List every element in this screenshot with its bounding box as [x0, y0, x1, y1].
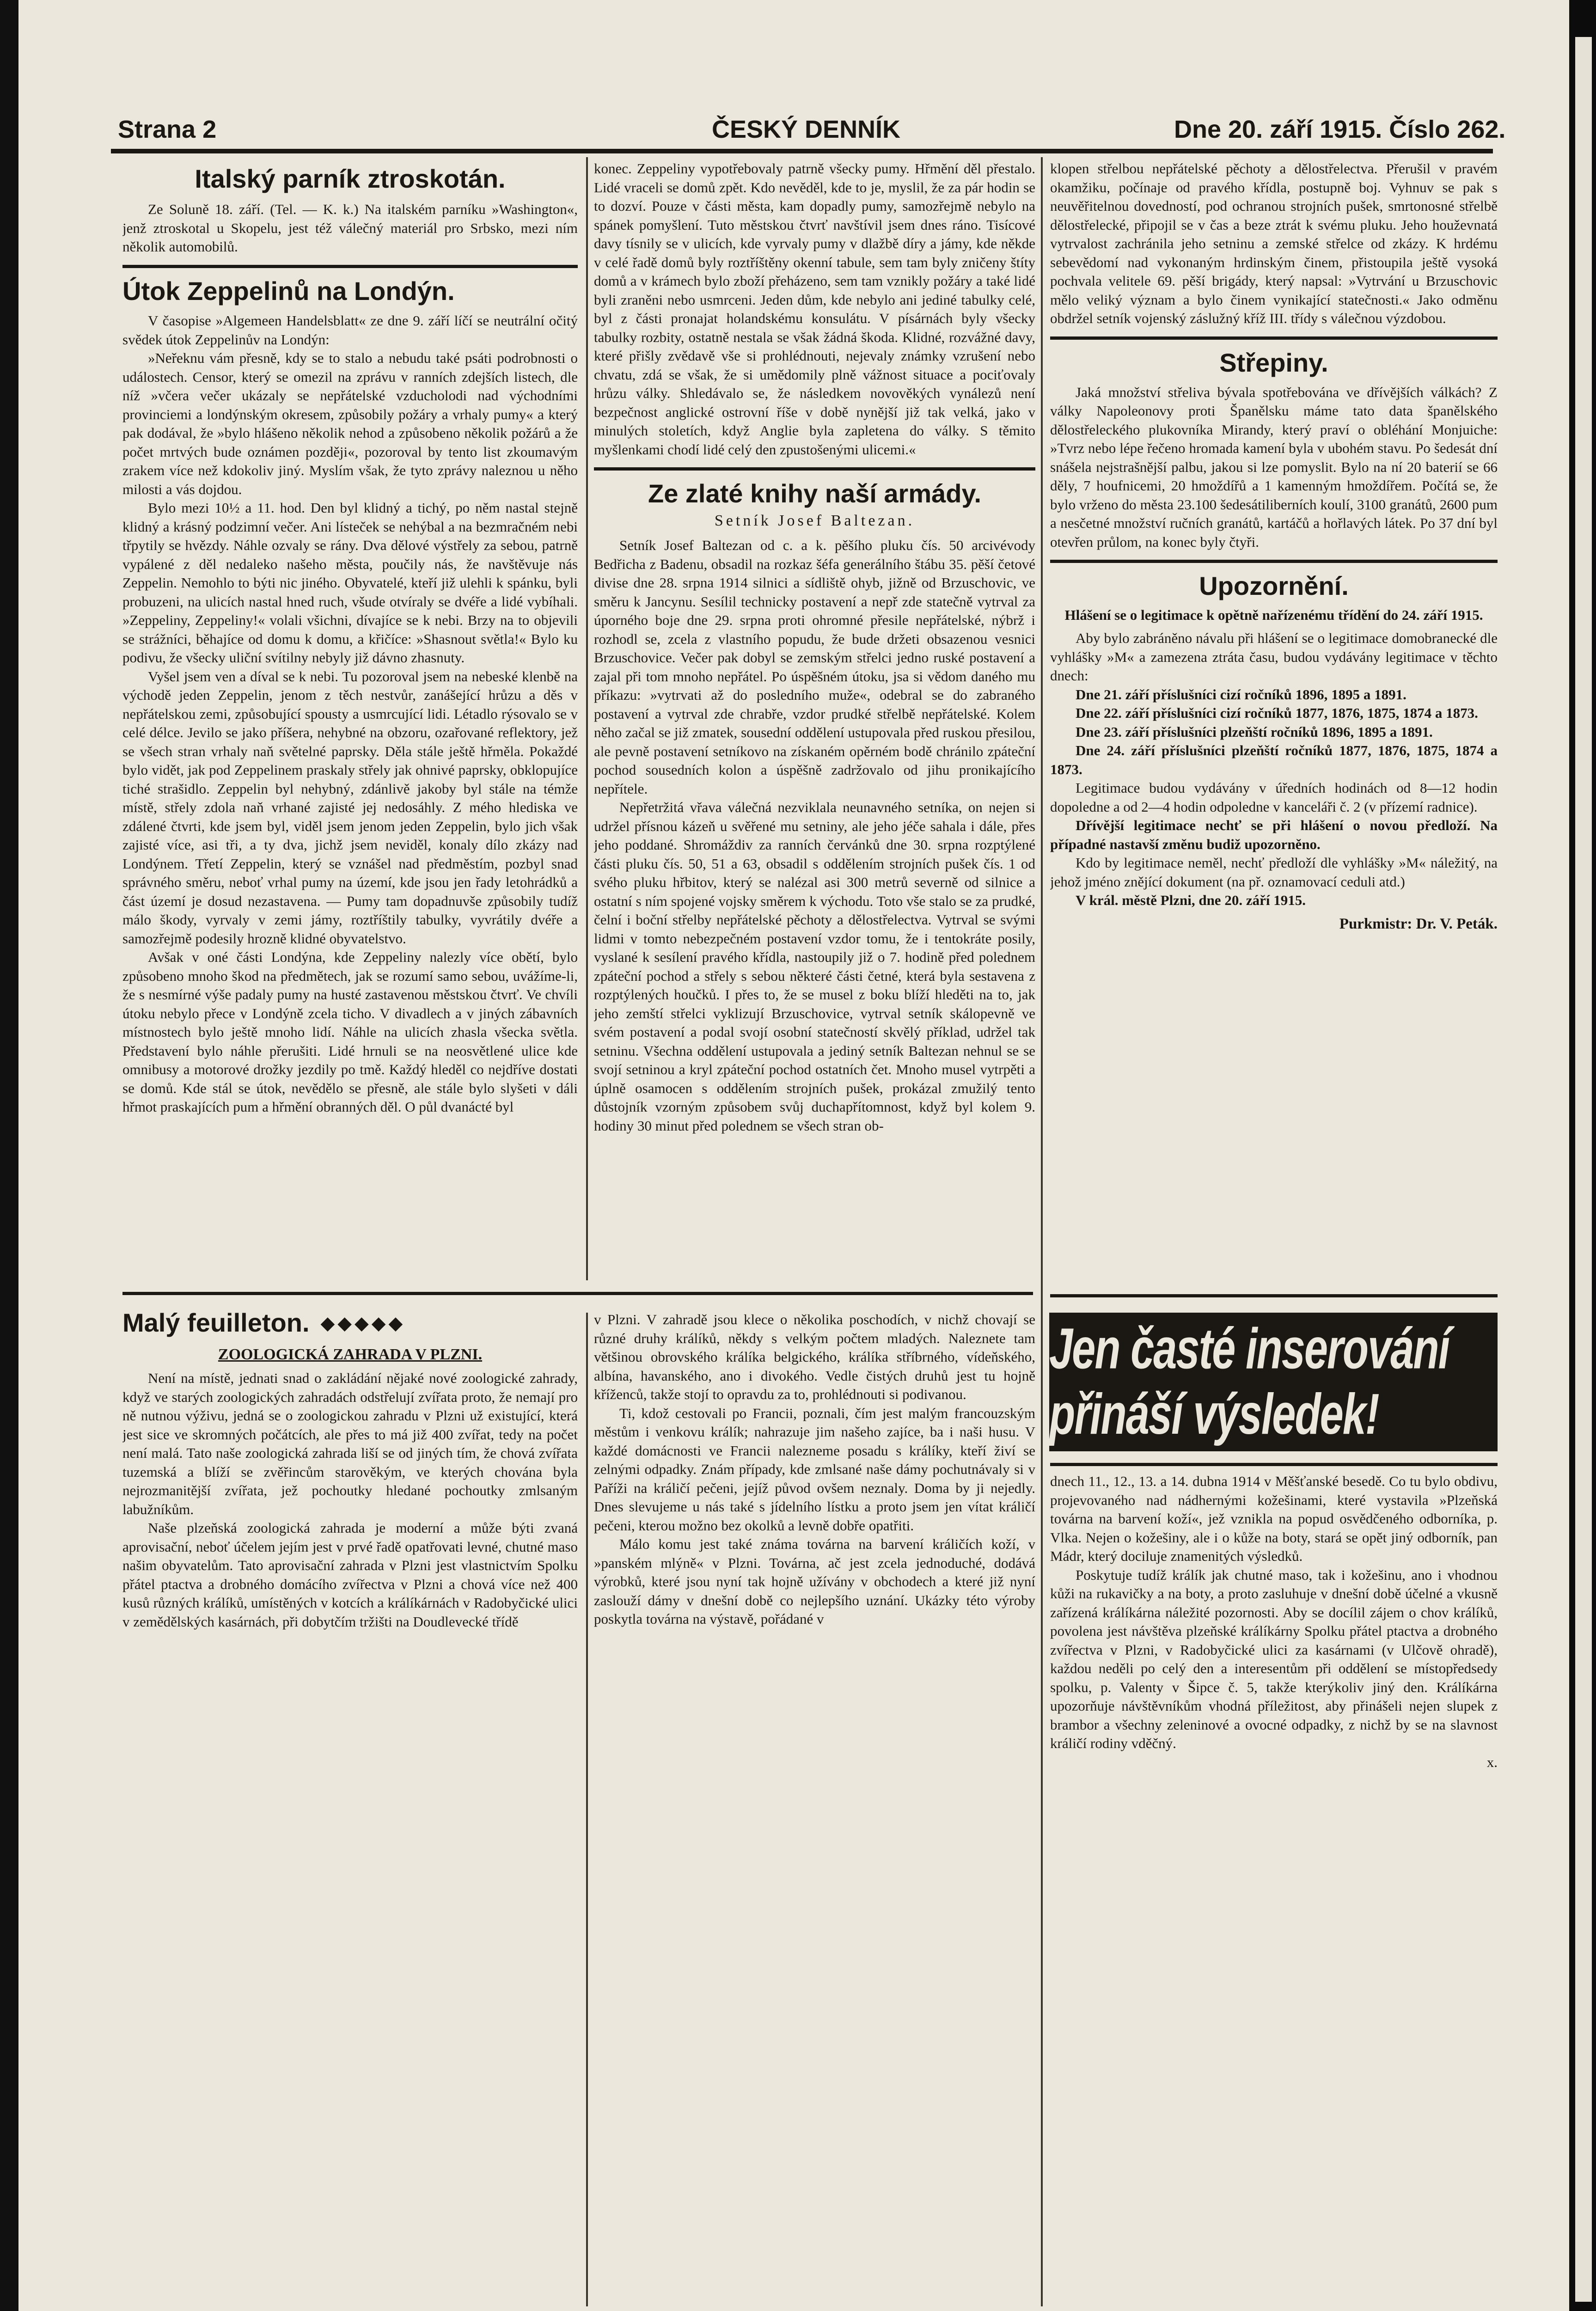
notice-hours: Legitimace budou vydávány v úředních hodinách od 8—12 hodin dopoledne a od 2—4 hodin odpoledne v kanceláři č. 2 (v přízemí radnice). — [1050, 780, 1498, 815]
feuilleton-headline: Malý feuilleton. — [122, 1308, 310, 1337]
notice-day: Dne 21. září příslušníci cizí ročníků 1896, 1895 a 1891. — [1076, 686, 1406, 703]
decorative-ornament: ◆◆◆◆◆ — [320, 1312, 406, 1333]
notice-day: Dne 23. září příslušníci plzeňští ročníků 1896, 1895 a 1891. — [1076, 723, 1433, 740]
strepiny-headline: Střepiny. — [1219, 348, 1328, 377]
ad-rule-bottom — [1050, 1463, 1498, 1466]
zeppelin-paragraph: Bylo mezi 10½ a 11. hod. Den byl klidný a tichý, po něm nastal stejně klidný a krásný podzimní večer. Ani lísteček se nehýbal a na bezmračném nebi třpytily se hvězdy. Náhle ozvaly se rány. Dva dělové výstřely za sebou, patrně vypálené z děl nedaleko našeho města, poučily nás, že navštěvuje nás Zeppelin. Nemohlo to býti nic jiného. Obyvatelé, kteří již ulehli k spánku, byli probuzeni, na ulicích nastal hned ruch, všude otvíraly se dvéře a lidé vybíhali. »Zeppeliny, Zeppeliny!« volali všichni, dívajíce se k nebi. Brzy na to objevili se strážníci, běhajíce od domu k domu, a křičíce: »Shasnout světla!« Bylo ku podivu, že všecky uliční svítilny nebyly již dávno zhasnuty. — [122, 500, 578, 666]
zeppelin-headline: Útok Zeppelinů na Londýn. — [122, 276, 455, 306]
ad-rule-top — [1050, 1294, 1498, 1297]
advertisement-box — [1049, 1313, 1498, 1451]
zeppelin-paragraph: Vyšel jsem ven a díval se k nebi. Tu pozoroval jsem na nebeské klenbě na východě jeden Zeppelin, jenom z těch nestvůr, zanášející hrůzu a děs v nepřátelskou zemi, způsobující spousty a usmrcující lidi. Létadlo rýsovalo se v celé délce. Jevilo se jako příšera, nehybné na obzoru, ozařované reflektory, jež se všech stran vrhaly naň světelné paprsky. Děla stále ještě hřměla. Pokaždé bylo vidět, jak pod Zeppelinem praskaly střely jak ohnivé paprsky, obklopujíce tiché strašidlo. Zeppelin byl nehybný, zdánlivě jakoby byl stále na témže místě, střely zdola naň vrhané zajisté jej nedosáhly. Z mého hlediska ve zdálené čtvrti, kde jsem byl, viděl jsem jenom jeden Zeppelin, bylo jich však zajisté více, asi tři, a ty dva, jichž jsem neviděl, konaly dílo zkázy nad Londýnem. Třetí Zeppelin, který se vznášel nad předměstím, pozbyl snad správného směru, neboť vrhal pumy na území, kde jsou jen řady letohrádků a část území je dosud nezastavena. — Pumy tam dopadnuvše způsobily tudíž málo škody, vyrvaly v zemi jámy, roztříštily tabulky, vyvrátily dvéře a samozřejmě podesily hrozně klidné obyvatelstvo. — [122, 668, 578, 947]
column-2 — [594, 159, 1035, 1278]
notice-intro: Aby bylo zabráněno návalu při hlášení se o legitimace domobranecké dle vyhlášky »M« a zamezena ztráta času, budou vydávány legitimace v těchto dnech: — [1050, 630, 1498, 684]
advertisement-text: Jen časté inserování přináší výsledek! — [1049, 1317, 1449, 1447]
notice-subheading: Hlášení se o legitimace k opětně nařízenému třídění do 24. září 1915. — [1064, 606, 1483, 623]
ship-headline: Italský parník ztroskotán. — [195, 164, 506, 193]
feuilleton-title-row — [122, 1308, 578, 1338]
feuilleton-paragraph: v Plzni. V zahradě jsou klece o několika poschodích, v nichž chovají se různé druhy králíků, někdy s velkým počtem mladých. Naleznete tam většinou obrovského králíka belgického, králíka stříbrného, vídeňského, albína, havanského, ano i divokého. Vedle čistých druhů jest tu hojně kříženců, takže stojí to opravdu za to, prohlédnouti si podivanou. — [594, 1311, 1035, 1402]
adjacent-page-strip — [1575, 37, 1592, 2302]
section-rule — [1050, 336, 1498, 340]
army-paragraph: Setník Josef Baltezan od c. a k. pěšího pluku čís. 50 arcivévody Bedřicha z Badenu, obsadil na rozkaz šéfa generálního štábu 35. pěší četové divise dne 28. srpna 1914 silnici a sídliště ohyb, jižně od Brzuschovic, ve směru k Jancynu. Sesílil technicky postavení a nepř zde statečně vytrval za úporného boje dne 29. srpna proti ohromné přesile nepřátelské, nýbrž i rozhodl se, zcela z vlastního popudu, že bude držeti obsazenou vesnici Brzuschovice. Večer pak dobyl se zemským střelci jedno ruské postavení a zajal při tom mnoho nepřátel. Po úspěšném útoku, jsa si vědom daného mu příkazu: »vytrvati až do posledního muže«, odebral se do zabraného postavení a vytrval zde chrabře, vzdor prudké střelbě nepřátelské. Kolem něho začal se již zmatek, sousední oddělení ustupovala před ruskou přesilou, ale pevně postavení setníkovo na získaném opěrném bodě chránilo zpáteční pochod sousedních kolon a úspěšně zadržovalo od jihu pronikajícího nepřítele. — [594, 537, 1035, 797]
zeppelin-paragraph: Avšak v oné části Londýna, kde Zeppeliny nalezly více obětí, bylo způsobeno mnoho škod na předmětech, jak se rozumí samo sebou, uvážíme-li, že s nesmírné výše padaly pumy na husté zastavenou městskou čtvrť. Ve chvíli útoku nebylo přece v Londýně zcela ticho. V divadlech a v jiných zábavních místnostech bylo ještě mnoho lidí. Náhle na ulicích zhasla všecka světla. Představení bylo náhle přerušiti. Lidé hrnuli se na neosvětlené ulice kde omnibusy a motorové drožky jezdily po tmě. Každý hleděl co nejdříve dostati se domů. Kde stál se útok, nevědělo se přesně, ale stále bylo slyšeti v dáli hřmot praskajících pum a hřmění obranných děl. O půl dvanácté byl — [122, 949, 578, 1115]
feuilleton-column-1 — [122, 1308, 578, 2311]
column-divider-1 — [586, 157, 588, 1280]
feuilleton-subtitle: ZOOLOGICKÁ ZAHRADA V PLZNI. — [218, 1346, 483, 1363]
zeppelin-paragraph: »Neřeknu vám přesně, kdy se to stalo a nebudu také psáti podrobnosti o událostech. Censor, který se omezil na zprávu v ranních zdejších listech, dle níž »včera večer ukázaly se nepřátelské vzducholodi nad východními provinciemi a londýnským okresem, způsobily požáry a vrhaly pumy« a který pak dodával, že »bylo hlášeno několik nehod a způsobeno několik požárů a že počet mrtvých bude oznámen později«, pozoroval by tento list zkoumavým zrakem více než kdokoliv jiný. Myslím však, že tyto zprávy naleznou u něho milosti a vás dojdou. — [122, 350, 578, 497]
feuilleton-divider-1 — [586, 1313, 588, 2306]
army-byline: Setník Josef Baltezan. — [714, 512, 915, 530]
zeppelin-continued: konec. Zeppeliny vypotřebovaly patrně všecky pumy. Hřmění děl přestalo. Lidé vraceli se domů zpět. Kdo nevěděl, kde to je, myslil, že za pár hodin se to dozví. Pouze v části města, kam dopadly pumy, samozřejmě nebylo na spánek pomyšlení. Tuto městskou čtvrť navštívil jsem dnes ráno. Tisícové davy tísnily se v ulicích, kde vyrvaly pumy v dlažbě díry a jámy, kde někde v celé řadě domů byly roztříštěny okenní tabule, sem tam byly zničeny štíty domů a v krámech bylo zboží přeházeno, sem tam vznikly požáry a také lidé byli zraněni nebo usmrceni. Jeden dům, kde nebylo ani jediné tabulky celé, byl z části pronajat holandskému konsulátu. V písárnách byly všecky tabulky rozbity, ostatně nestala se však žádná škoda. Klidné, rozvážné davy, které přišly zvědavě vše si prohlédnouti, nejevaly známky vzrušení nebo chvatu, zdá se však, že si umědomily plně vážnost situace a pociťovaly hrůzu války. Shledávalo se, že následkem novověkých vynálezů není bezpečnost anglické ostrovní říše v době nynější již tak velká, jako v minulých stoletích, když Anglie byla zapletena do války. S těmito myšlenkami chodí lidé celý den zpustošenými ulicemi.« — [594, 160, 1035, 458]
notice-signature: Purkmistr: Dr. V. Peták. — [1339, 915, 1498, 932]
column-divider-2 — [1041, 157, 1043, 2306]
issue-date-number: Dne 20. září 1915. Číslo 262. — [1174, 116, 1506, 143]
feuilleton-rule — [122, 1292, 1033, 1295]
feuilleton-column-3 — [1050, 1472, 1498, 2311]
strepiny-article: Jaká množství střeliva bývala spotřebována ve dřívějších válkách? Z války Napoleonovy proti Španělsku máme tato data španělského dělostřeleckého plukovníka Mirandy, který praví o obléhání Monjuiche: »Tvrz nebo lépe řečeno hromada kamení byla v ubohém stavu. Po šedesát dní snášela nejstrašnější palbu, jakou si lze pomyslit. Bylo na ní 20 baterií se 66 děly, 7 houfnicemi, 20 hmoždířů a 1 kamenným hmoždířem. Počítá se, že bylo vrženo do města 23.100 šedesátiliberních koulí, 3100 granátů, 2600 pum a nesčetné množství ručních granátů, kartáčů a hořlavých látek. Po 37 dní byl otevřen průlom, na konec byly čtyři. — [1050, 384, 1498, 550]
feuilleton-paragraph: Naše plzeňská zoologická zahrada je moderní a může býti zvaná aprovisační, neboť účelem jejím jest v prvé řadě opatřovati levné, chutné maso našim obyvatelům. Tato aprovisační zahrada v Plzni jest vlastnictvím Spolku přátel ptactva a drobného domácího zvířectva v Plzni a chová více než 400 kusů různých králíků, umístěných v kotcích a králíkárnách v Radobyčické ulici v zemědělských kasárnách, při dobytčím tržišti na Doudlevecké třídě — [122, 1520, 578, 1630]
page-number: Strana 2 — [118, 116, 217, 143]
notice-earlier: Dřívější legitimace nechť se při hlášení o novou předloží. Na případné nastavší změnu budiž upozorněno. — [1050, 817, 1498, 852]
newspaper-title: ČESKÝ DENNÍK — [712, 116, 901, 143]
army-headline: Ze zlaté knihy naší armády. — [648, 479, 982, 508]
notice-day: Dne 22. září příslušníci cizí ročníků 1877, 1876, 1875, 1874 a 1873. — [1076, 705, 1478, 721]
column-1 — [122, 159, 578, 1278]
army-continued: klopen střelbou nepřátelské pěchoty a dělostřelectva. Přerušil v pravém okamžiku, počínaje od pravého křídla, postupně boj. Vyhnuv se pak s neuvěřitelnou dovedností, pod ochranou strojních pušek, smrtonosné střelbě dělostřelecké, připojil se v čas a beze ztrát k svému pluku. Jeho houževnatá vytrvalost zachránila jeho setninu a zemské střelce od zkázy. K hrdému sebevědomí nad vykonaným hrdinským činem, přistoupila ještě vysoká pochvala velitele 69. pěší brigády, který napsal: »Vytrvání u Brzuschovic mělo veliký význam a bylo činem vynikající statečnosti.« Jako odměnu obdržel setník vojenský záslužný kříž III. třídy s válečnou výzdobou. — [1050, 160, 1498, 326]
feuilleton-paragraph: Není na místě, jednati snad o zakládání nějaké nové zoologické zahrady, když ve starých zoologických zahradách odstřelují zvířata proto, že nemají pro ně nutnou výživu, jedná se o zoologickou zahradu v Plzni už existující, která jest sice ve skromných počátcích, ale přes to má již 400 zvířat, tedy na počet není malá. Tato naše zoologická zahrada liší se od jiných tím, že chová zvířata tuzemská a blíží se zvěřincům starověkým, ve kterých chována byla nejrozmanitější zvířata, jež pochoutky hledané pochoutky zmlsaným labužníkům. — [122, 1370, 578, 1517]
section-rule — [122, 265, 578, 268]
column-3 — [1050, 159, 1498, 1301]
header-rule — [111, 149, 1493, 153]
army-paragraph: Nepřetržitá vřava válečná nezviklala neunavného setníka, on nejen si udržel přísnou kázeň u svěřené mu setniny, ale jeho jéče sahala i dále, přes jeho poddané. Shromáždiv za ranních červánků dne 30. srpna rozptýlené části pluku čís. 50, 51 a 63, obsadil s oddělením strojních pušek čís. 1 od svého pluku hřbitov, který se nalézal asi 300 metrů severně od silnice a ostatní s ním spojené vojsky směrem k východu. Toto vše stalo se za prudké, čelní i boční střelby nepřátelské pěchoty a dělostřelectva. Vytrval se svými lidmi v tomto nebezpečném postavení vzdor tomu, že i tentokráte posily, vyslané k sesílení pravého křídla, nastoupily již o 7. hodině před polednem zpáteční pochod a střely s sebou některé části četné, která byla sestavena z rozptýlených houčků. I přes to, že se musel z boku blíží hleděti na to, jak jeho zemští střelci vyklizují Brzuschovice, vytrval setník skálopevně ve svém postavení a podal svojí osobní statečností skvělý příklad, udržel tak setninu. Všechna oddělení ustupovala a jediný setník Baltezan nehnul se se svojí setninou a kryl zpáteční pochod ostatních čet. Mnoho musel vytrpěti a úplně osamocen s oddělením strojních pušek, prokázal zmužilý tento důstojník vzorným způsobem svůj duchapřítomnost, když byl kolem 9. hodiny 30 minut před polednem se všech stran ob- — [594, 799, 1035, 1134]
notice-missing: Kdo by legitimace neměl, nechť předloží dle vyhlášky »M« náležitý, na jehož jméno znějící dokument (na př. oznamovací ceduli atd.) — [1050, 855, 1498, 890]
section-rule — [1050, 560, 1498, 563]
notice-day: Dne 24. září příslušníci plzeňští ročníků 1877, 1876, 1875, 1874 a 1873. — [1050, 742, 1498, 777]
feuilleton-author-mark: x. — [1486, 1754, 1498, 1770]
feuilleton-paragraph: Ti, kdož cestovali po Francii, poznali, čím jest malým francouzským městům i venkovu králík; nahrazuje jim našeho zajíce, ba i naši husu. V každé domácnosti ve Francii nalezneme posadu s králíky, kteří živí se zelnými odpadky. Znám případy, kde zmlsané naše dámy pochutnávaly si v Paříži na králičí pečeni, jejíž původ ovšem neznaly. Doma by ji nejedly. Dnes slevujeme u nás také s jídelního lístku a proto jsem jen vítat králičí pečeni, kterou možno bez okolků a levně dobře opatřiti. — [594, 1405, 1035, 1534]
zeppelin-paragraph: V časopise »Algemeen Handelsblatt« ze dne 9. září líčí se neutrální očitý svědek útok Zeppelinův na Londýn: — [122, 312, 578, 348]
section-rule — [594, 467, 1035, 471]
notice-place-date: V král. městě Plzni, dne 20. září 1915. — [1076, 892, 1306, 909]
notice-headline: Upozornění. — [1199, 571, 1349, 601]
feuilleton-column-2 — [594, 1310, 1035, 2311]
ship-article: Ze Soluně 18. září. (Tel. — K. k.) Na italském parníku »Washington«, jenž ztroskotal u Skopelu, jest též válečný materiál pro Srbsko, mezi ním několik automobilů. — [122, 201, 578, 255]
scan-left-edge — [0, 0, 18, 2311]
feuilleton-paragraph: Poskytuje tudíž králík jak chutné maso, tak i kožešinu, ano i vhodnou kůži na rukavičky a na boty, a proto zasluhuje v dnešní době účelné a vkusně zařízená králíkárna náležité pozornosti. Aby se docílil zájem o chov králíků, povolena jest návštěva plzeňské králíkárny Spolku přátel ptactva a drobného zvířectva v Plzni, v Radobyčické ulici za kasárnami (v Ulčově ohradě), každou neděli po celý den a interesentům při oddělení se místopředsedy spolku, p. Valenty v Šipce č. 5, takže kterýkoliv jiný den. Králíkárna upozorňuje návštěvníkům vhodná příležitost, aby přinášeli nejen slupek z brambor a všechny zeleninové a ovocné odpadky, z nichž by se na slavnost králičí rodiny vděčný. — [1050, 1566, 1498, 1751]
feuilleton-paragraph: dnech 11., 12., 13. a 14. dubna 1914 v Měšťanské besedě. Co tu bylo obdivu, projevovaného nad nádhernými kožešinami, které vystavila »Plzeňská továrna na barvení koží«, jež vznikla na popud osvědčeného odborníka, p. Vlka. Nejen o kožešiny, ale i o kůže na boty, stará se opět jiný odborník, pan Mádr, který dociluje znamenitých výsledků. — [1050, 1473, 1498, 1564]
feuilleton-paragraph: Málo komu jest také známa továrna na barvení králičích koží, v »panském mlýně« v Plzni. Továrna, ač jest zcela jednoduché, dodává výrobků, které jsou nyní tak hojně užívány v obchodech a které již nyní zaslouží dámy v dnešní době co nejlepšího uznání. Ukázky této výroby poskytla továrna na výstavě, pořádané v — [594, 1536, 1035, 1627]
